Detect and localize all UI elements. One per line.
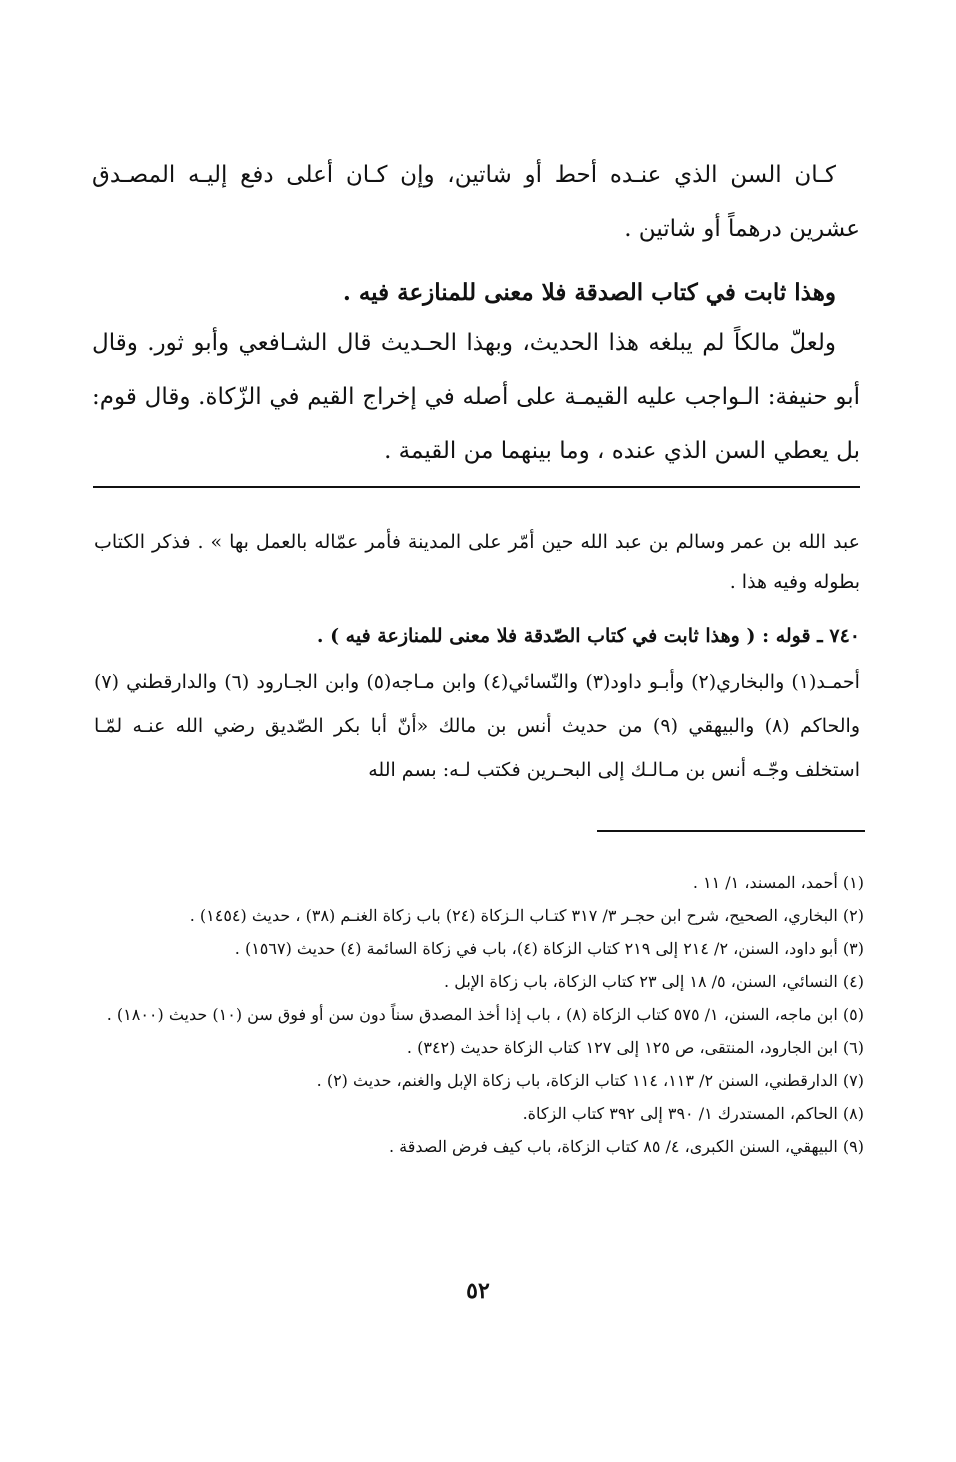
footnote-8: (٨) الحاكم، المستدرك ١/ ٣٩٠ إلى ٣٩٢ كتاب الزكاة. (522, 1104, 864, 1123)
separator-rule (93, 486, 860, 488)
footnote-5: (٥) ابن ماجه، السنن، ١/ ٥٧٥ كتاب الزكاة (٨) ، باب إذا أخذ المصدق سناً دون سن أو فوق سن (١٠) حديث (١٨٠٠) . (106, 1005, 864, 1024)
footnote-7: (٧) الدارقطني، السنن ٢/ ١١٣، ١١٤ كتاب الزكاة، باب زكاة الإبل والغنم، حديث (٢) . (316, 1071, 864, 1090)
footnotes (94, 866, 864, 1163)
footnote-4: (٤) النسائي، السنن، ٥/ ١٨ إلى ٢٣ كتاب الزكاة، باب زكاة الإبل . (444, 972, 864, 991)
main-paragraph-3: ولعلّ مالكاً لم يبلغه هذا الحديث، وبهذا الحـديث قال الشـافعي وأبو ثور. وقال أبو حنيفة: الـواجب عليه القيمـة على أصله في إخراج القيم في الزّكاة. وقال قوم: بل يعطي السن الذي عنده ، وما بينهما من القيمة . (92, 330, 860, 464)
footnote-9: (٩) البيهقي، السنن الكبرى، ٤/ ٨٥ كتاب الزكاة، باب كيف فرض الصدقة . (388, 1137, 864, 1156)
footnote-rule (597, 830, 865, 832)
main-text (92, 148, 860, 478)
commentary-continuation: عبد الله بن عمر وسالم بن عبد الله حين أمّر على المدينة فأمر عمّاله بالعمل بها » . فذكر الكتاب بطوله وفيه هذا . (94, 531, 860, 593)
commentary-heading: ٧٤٠ ـ قوله : ( وهذا ثابت في كتاب الصّدقة فلا معنى للمنازعة فيه ) . (316, 625, 860, 647)
footnote-2: (٢) البخاري، الصحيح، شرح ابن حجـر ٣/ ٣١٧ كتـاب الـزكاة (٢٤) باب زكاة الغنـم (٣٨) ، حديث (١٤٥٤) . (189, 906, 864, 925)
main-bold-statement: وهذا ثابت في كتاب الصدقة فلا معنى للمنازعة فيه . (342, 279, 836, 306)
main-paragraph-1: كـان السن الذي عنـده أحط أو شاتين، وإن كـان أعلى دفع إليـه المصـدق عشرين درهماً أو شاتين . (92, 162, 860, 242)
page-number: ٥٢ (466, 1278, 490, 1304)
commentary-body: أحمـد(١) والبخاري(٢) وأبـو داود(٣) والنّسائي(٤) وابن مـاجه(٥) وابن الجـارود (٦) والدارقطني (٧) والحاكم (٨) والبيهقي (٩) من حديث أنس بن مالك «أنّ أبا بكر الصّديق رضي الله عنـه لمّـا استخلف وجّـه أنس بن مـالـك إلى البحـرين فكتب لـه: بسم الله (94, 671, 860, 781)
footnote-1: (١) أحمد، المسند، ١/ ١١ . (692, 873, 864, 892)
footnote-6: (٦) ابن الجارود، المنتقى، ص ١٢٥ إلى ١٢٧ كتاب الزكاة حديث (٣٤٢) . (406, 1038, 864, 1057)
commentary-section (94, 522, 860, 792)
footnote-3: (٣) أبو داود، السنن، ٢/ ٢١٤ إلى ٢١٩ كتاب الزكاة (٤)، باب في زكاة السائمة (٤) حديث (١٥٦٧) . (234, 939, 864, 958)
